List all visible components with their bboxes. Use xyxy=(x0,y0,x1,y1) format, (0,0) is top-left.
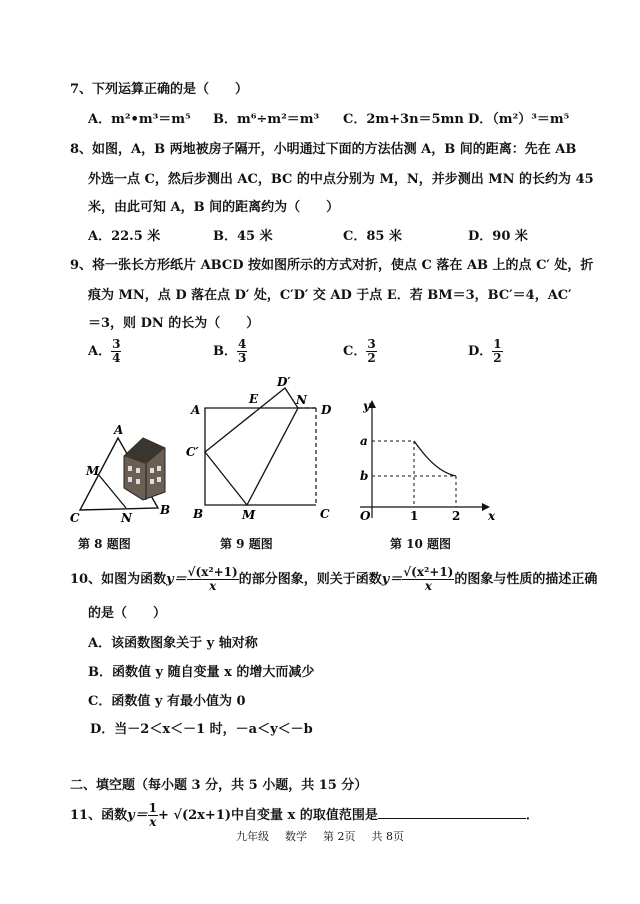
figure-9 xyxy=(186,375,332,522)
footer-grade: 九年级 xyxy=(236,830,269,843)
q10-func-den-2: x xyxy=(424,579,432,594)
q11-line xyxy=(70,802,539,829)
q10-option-c: C．函数值 y 有最小值为 0 xyxy=(88,694,246,709)
q9-line-2: 痕为 MN，点 D 落在点 D′ 处，C′D′ 交 AD 于点 E．若 BM＝3，BC′＝4，AC′ xyxy=(88,288,572,303)
fig10-label-y: y xyxy=(363,399,370,413)
q10-line-1 xyxy=(70,566,597,593)
q9-option-c-den: 2 xyxy=(367,351,376,366)
q9-line-1: 9、将一张长方形纸片 ABCD 按如图所示的方式对折，使点 C 落在 AB 上的点 C′ 处，折 xyxy=(70,258,594,273)
fig9-label-c: C xyxy=(320,507,330,521)
fig8-label-m: M xyxy=(86,464,100,478)
q10-suffix: 的图象与性质的描述正确 xyxy=(454,572,598,588)
page-footer xyxy=(0,828,640,844)
q9-option-d-num: 1 xyxy=(493,337,502,351)
q7-option-b: B．m⁶÷m²＝m³ xyxy=(213,112,320,127)
q11-answer-blank[interactable] xyxy=(378,806,526,819)
fig9-label-b: B xyxy=(193,507,204,521)
figure-10 xyxy=(360,399,496,523)
q10-option-d: D．当－2＜x＜－1 时，－a＜y＜－b xyxy=(90,722,313,737)
q9-option-d-den: 2 xyxy=(493,351,502,366)
q11-func-den: x xyxy=(149,815,157,830)
house-icon xyxy=(124,438,165,500)
q7-option-c: C．2m+3n＝5mn xyxy=(343,112,464,127)
q11-end: ． xyxy=(525,808,539,824)
q7-stem: 7、下列运算正确的是（ ） xyxy=(70,82,249,97)
fig8-label-n: N xyxy=(121,511,132,525)
q9-option-b xyxy=(213,338,247,365)
q10-option-b: B．函数值 y 随自变量 x 的增大而减少 xyxy=(88,665,315,680)
q7-option-d: D．（m²）³＝m⁵ xyxy=(468,112,570,127)
figures xyxy=(0,370,640,530)
fig9-label-d: D xyxy=(321,403,332,417)
q10-func-y-1: y＝ xyxy=(166,572,187,588)
q9-option-a-label: A． xyxy=(88,344,112,360)
q9-option-d xyxy=(468,338,503,365)
fig8-label-b: B xyxy=(160,503,171,517)
q8-option-b: B．45 米 xyxy=(213,229,273,244)
q10-func-num-2: √(x²+1) xyxy=(403,565,454,579)
fig8-label-a: A xyxy=(114,423,124,437)
fig9-label-a: A xyxy=(191,403,201,417)
section-2-heading: 二、填空题（每小题 3 分，共 5 小题，共 15 分） xyxy=(70,778,368,793)
fig10-label-x: x xyxy=(488,509,496,523)
fig9-label-n: N xyxy=(296,393,307,407)
footer-subject: 数学 xyxy=(285,830,307,843)
fig10-label-b: b xyxy=(360,469,369,483)
fig10-label-o: O xyxy=(360,509,371,523)
fig10-tick-2: 2 xyxy=(452,509,461,523)
q8-line-3: 米，由此可知 A，B 间的距离约为（ ） xyxy=(88,200,340,215)
fig9-label-m: M xyxy=(242,508,256,522)
fig9-label-cp: C′ xyxy=(186,445,199,459)
q9-option-a-num: 3 xyxy=(112,337,121,351)
q8-option-d: D．90 米 xyxy=(468,229,528,244)
q11-func-y: y＝ xyxy=(127,808,148,824)
q10-middle: 的部分图象，则关于函数 xyxy=(238,572,382,588)
q9-option-b-label: B． xyxy=(213,344,237,360)
q8-option-c: C．85 米 xyxy=(343,229,402,244)
q9-line-3: ＝3，则 DN 的长为（ ） xyxy=(88,316,260,331)
q8-line-2: 外选一点 C，然后步测出 AC，BC 的中点分别为 M，N，并步测出 MN 的长约为 45 xyxy=(88,172,594,187)
q11-suffix: 中自变量 x 的取值范围是 xyxy=(231,808,378,824)
q9-option-a-den: 4 xyxy=(112,351,121,366)
q11-func-num: 1 xyxy=(148,801,158,815)
fig10-tick-1: 1 xyxy=(410,509,419,523)
q9-option-d-label: D． xyxy=(468,344,493,360)
fig8-label-c: C xyxy=(70,511,80,525)
q9-option-c-num: 3 xyxy=(367,337,376,351)
q10-func-den-1: x xyxy=(209,579,217,594)
q9-option-c xyxy=(343,338,377,365)
fig9-caption: 第 9 题图 xyxy=(220,537,273,551)
fig10-caption: 第 10 题图 xyxy=(390,537,452,551)
q10-func-y-2: y＝ xyxy=(381,572,403,588)
fig9-label-dp: D′ xyxy=(277,375,291,389)
fig8-caption: 第 8 题图 xyxy=(78,537,131,551)
q10-option-a: A．该函数图象关于 y 轴对称 xyxy=(88,636,258,651)
footer-total: 共 8页 xyxy=(371,830,404,843)
q10-prefix: 10、如图为函数 xyxy=(70,572,167,588)
q8-line-1: 8、如图，A，B 两地被房子隔开，小明通过下面的方法估测 A，B 间的距离：先在 AB xyxy=(70,142,577,157)
footer-page: 第 2页 xyxy=(323,830,356,843)
q11-prefix: 11、函数 xyxy=(70,808,128,824)
figure-8 xyxy=(70,423,170,525)
q9-option-c-label: C． xyxy=(343,344,367,360)
q10-func-num-1: √(x²+1) xyxy=(187,565,238,579)
q9-option-b-num: 4 xyxy=(238,337,247,351)
q11-plus: + √(2x+1) xyxy=(158,808,232,824)
q9-option-b-den: 3 xyxy=(238,351,247,366)
q9-option-a xyxy=(88,338,121,365)
q7-option-a: A．m²•m³＝m⁵ xyxy=(88,112,191,127)
q8-option-a: A．22.5 米 xyxy=(88,229,161,244)
fig9-label-e: E xyxy=(249,392,259,406)
q10-line-2: 的是（ ） xyxy=(88,606,167,621)
fig10-label-a: a xyxy=(360,434,368,448)
